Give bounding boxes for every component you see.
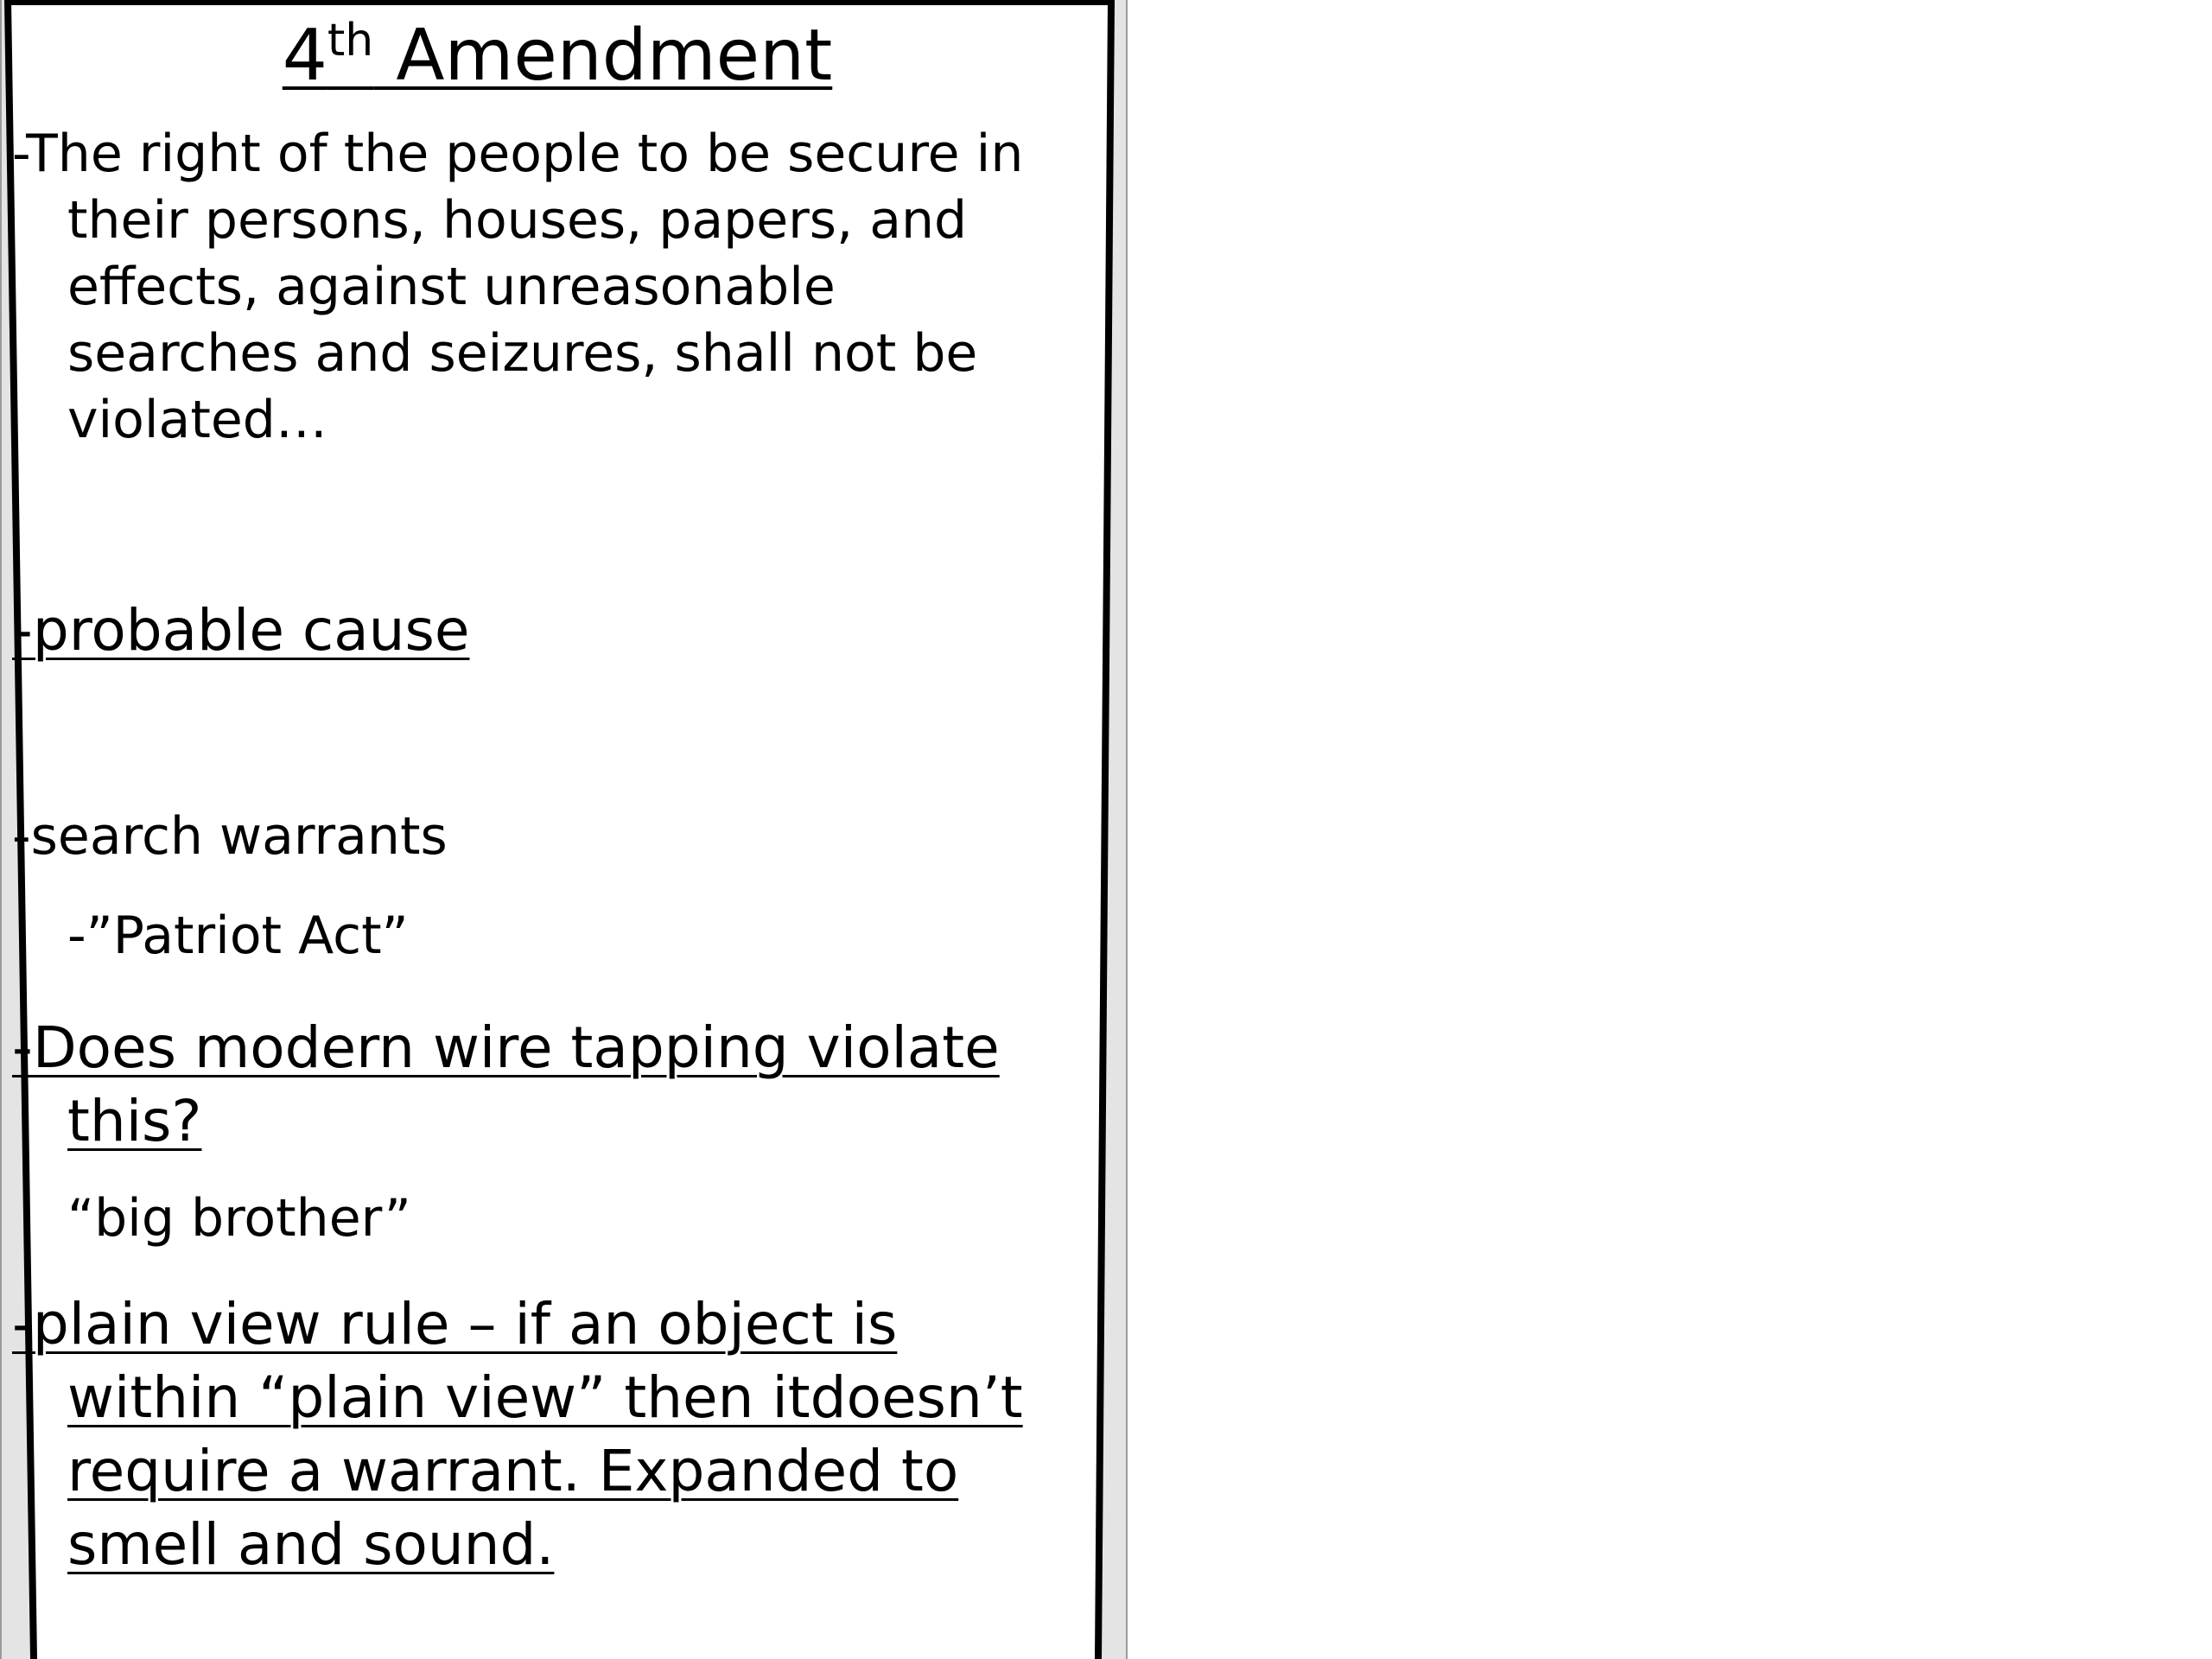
title-number: 4 [282, 15, 327, 97]
quote-line-3: effects, against unreasonable [67, 257, 836, 317]
wire-tapping-item [12, 1011, 1084, 1158]
plain-view-line-3 [12, 1434, 1084, 1508]
plain-view-text-3: require a warrant. Expanded to [67, 1438, 959, 1504]
probable-cause-text: -probable cause [12, 597, 470, 664]
wire-tapping-line-2 [12, 1084, 1084, 1158]
plain-view-text-2: within “plain view” then itdoesn’t [67, 1364, 1023, 1431]
plain-view-line-4 [12, 1508, 1084, 1581]
title-word: Amendment [373, 15, 833, 97]
quote-line-5: violated… [67, 390, 327, 450]
plain-view-line-1 [12, 1287, 1084, 1361]
quote-line-2: their persons, houses, papers, and [67, 190, 968, 251]
probable-cause-item [12, 596, 469, 665]
search-warrants-item: -search warrants [12, 806, 448, 867]
patriot-act-item: -”Patriot Act” [67, 906, 409, 966]
title-superscript: th [327, 15, 374, 67]
quote-line-4: searches and seizures, shall not be [67, 323, 978, 384]
title-text [283, 15, 833, 97]
plain-view-item [12, 1287, 1084, 1581]
plain-view-line-2 [12, 1361, 1084, 1434]
amendment-quote [12, 121, 1084, 454]
plain-view-text-4: smell and sound. [67, 1511, 555, 1578]
slide-title [0, 9, 1115, 104]
wire-tapping-line-1 [12, 1011, 1084, 1084]
wire-tapping-text-2: this? [67, 1088, 202, 1154]
quote-line-1: -The right of the people to be secure in [12, 124, 1024, 184]
wire-tapping-text-1: -Does modern wire tapping violate [12, 1014, 1000, 1081]
big-brother-item: “big brother” [67, 1188, 411, 1249]
plain-view-text-1: -plain view rule – if an object is [12, 1291, 898, 1357]
